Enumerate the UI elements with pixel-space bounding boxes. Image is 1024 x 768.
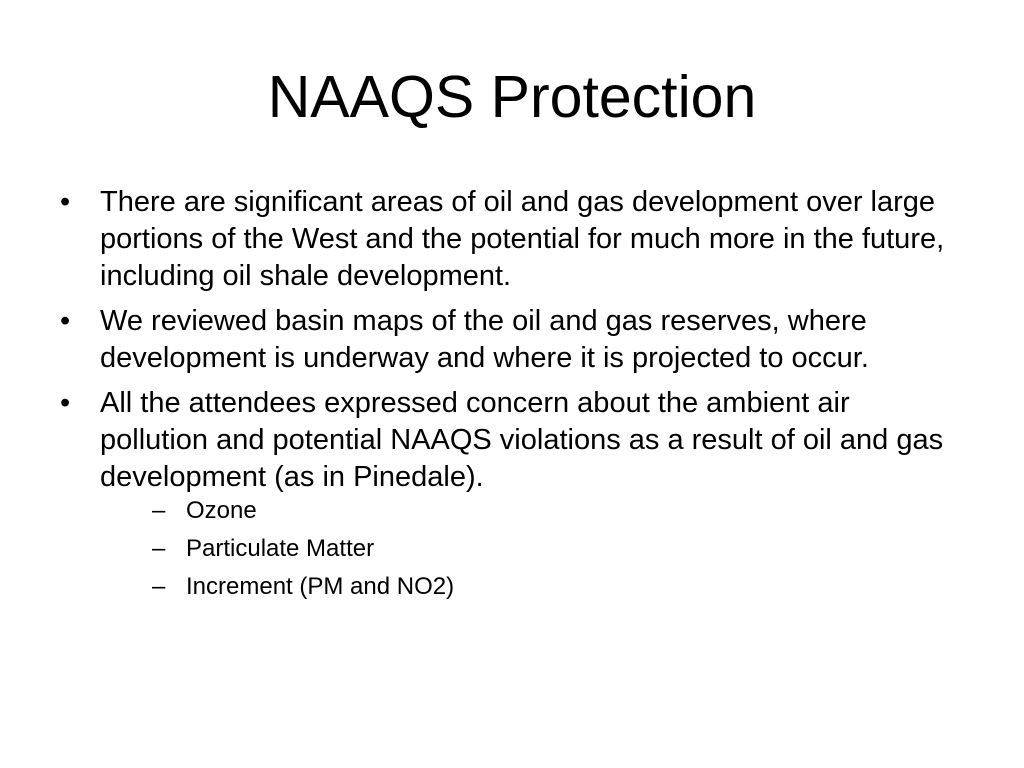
sub-bullet-item (152, 572, 1012, 602)
bullet-text: All the attendees expressed concern about the ambient air pollution and potential NAAQS violations as a result of oil and gas development (as in Pinedale). (100, 387, 944, 493)
sub-bullet-text: Ozone (186, 497, 257, 524)
bullet-marker: • (60, 305, 71, 337)
sub-bullet-list (152, 496, 1012, 602)
sub-bullet-item (152, 496, 1012, 526)
slide-title: NAAQS Protection (267, 64, 757, 130)
bullet-item (60, 385, 960, 602)
bullet-marker: • (60, 387, 71, 419)
sub-bullet-item (152, 534, 1012, 564)
bullet-marker: • (60, 186, 71, 218)
sub-bullet-marker: – (152, 497, 166, 524)
sub-bullet-marker: – (152, 573, 166, 600)
bullet-text: There are significant areas of oil and gas development over large portions of the West and the potential for much more in the future, including oil shale development. (100, 186, 945, 292)
sub-bullet-marker: – (152, 535, 166, 562)
bullet-item (60, 303, 960, 377)
bullet-list (60, 184, 960, 610)
sub-bullet-text: Increment (PM and NO2) (186, 573, 455, 600)
bullet-text: We reviewed basin maps of the oil and gas reserves, where development is underway and where it is projected to occur. (100, 305, 869, 374)
bullet-item (60, 184, 960, 295)
sub-bullet-text: Particulate Matter (186, 535, 375, 562)
